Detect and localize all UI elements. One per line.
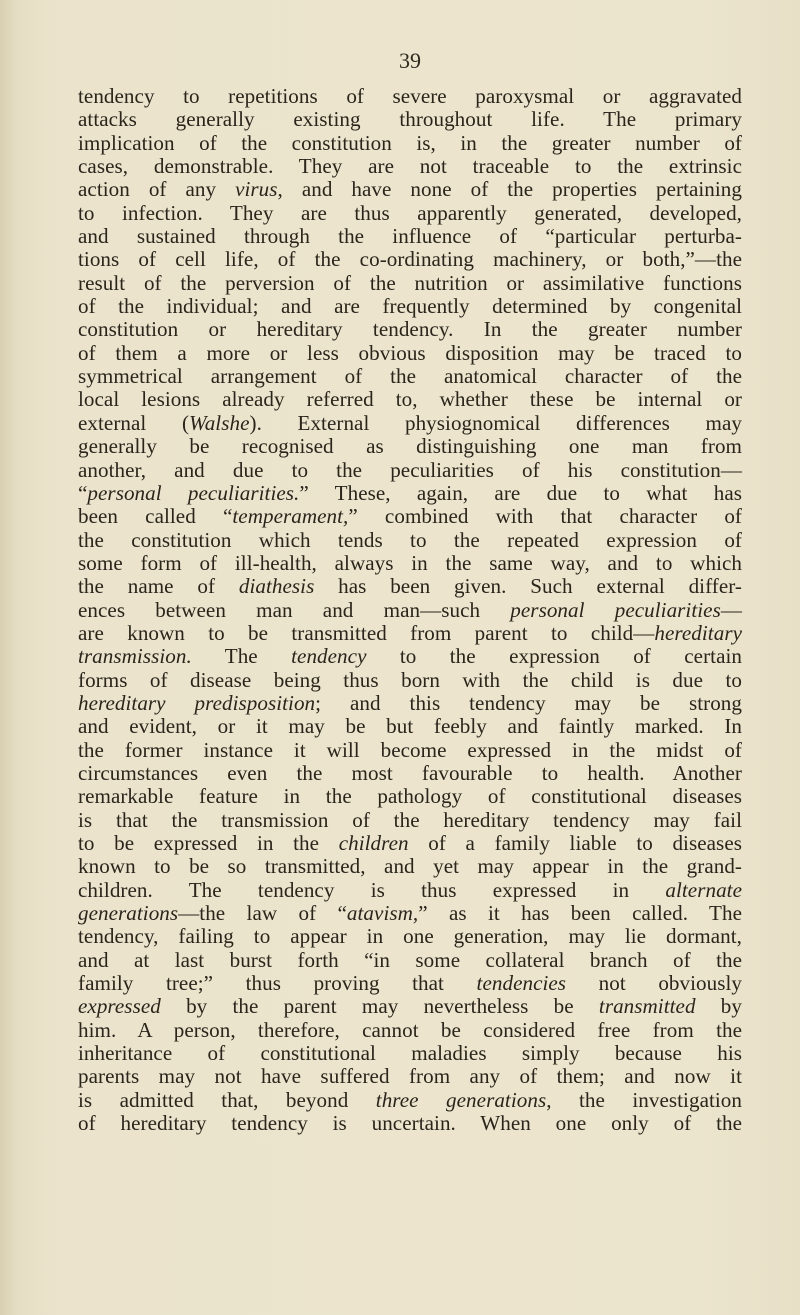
text-line bbox=[78, 108, 742, 131]
text-line bbox=[78, 1065, 742, 1088]
text-run: remarkable feature in the pathology of constitutional diseases bbox=[78, 784, 742, 809]
text-line bbox=[78, 785, 742, 808]
text-line bbox=[78, 949, 742, 972]
text-run: The bbox=[191, 644, 292, 669]
text-run: action of any bbox=[78, 177, 236, 202]
italic-run: hereditary bbox=[654, 620, 742, 645]
text-run: attacks generally existing throughout life. The primary bbox=[78, 107, 742, 132]
text-line bbox=[78, 155, 742, 178]
text-run: children. The tendency is thus expressed in bbox=[78, 877, 666, 902]
text-run: circumstances even the most favourable to health. Another bbox=[78, 760, 742, 785]
text-run: external ( bbox=[78, 410, 190, 435]
text-line bbox=[78, 1019, 742, 1042]
text-line bbox=[78, 85, 742, 108]
text-run: cases, demonstrable. They are not traceable to the extrinsic bbox=[78, 154, 742, 179]
text-line bbox=[78, 248, 742, 271]
text-run: tions of cell life, of the co-ordinating machinery, or both,”—the bbox=[78, 247, 742, 272]
text-run: implication of the constitution is, in the greater number of bbox=[78, 130, 742, 155]
text-run: ). External physiognomical differences may bbox=[249, 410, 742, 435]
text-run: —the law of “ bbox=[178, 901, 347, 926]
text-run: the name of bbox=[78, 574, 239, 599]
text-run: of a family liable to diseases bbox=[408, 831, 742, 855]
text-run: ences between man and man—such bbox=[78, 597, 511, 622]
text-run: been called “ bbox=[78, 504, 233, 529]
text-run: to infection. They are thus apparently generated, developed, bbox=[78, 200, 742, 225]
text-run: by the parent may nevertheless be bbox=[160, 994, 599, 1019]
text-run: him. A person, therefore, cannot be considered free from the bbox=[78, 1017, 742, 1042]
text-run: ” as it has been called. The bbox=[418, 901, 742, 926]
text-run: and sustained through the influence of “particular perturba- bbox=[78, 224, 742, 249]
text-run: is admitted that, beyond bbox=[78, 1087, 376, 1112]
italic-run: personal peculiarities. bbox=[87, 480, 300, 505]
italic-run: expressed bbox=[78, 994, 161, 1019]
text-run: ” combined with that character of bbox=[348, 504, 743, 529]
text-run: , the investigation bbox=[546, 1087, 742, 1112]
text-run: of hereditary tendency is uncertain. When one only of the bbox=[78, 1111, 742, 1136]
text-line bbox=[78, 365, 742, 388]
text-line bbox=[78, 435, 742, 458]
italic-run: alternate bbox=[665, 877, 742, 902]
text-run: generally be recognised as distinguishing one man from bbox=[78, 434, 742, 459]
text-line bbox=[78, 692, 742, 715]
text-run: are known to be transmitted from parent to child— bbox=[78, 620, 655, 645]
italic-run: three generations bbox=[375, 1087, 547, 1112]
text-line bbox=[78, 505, 742, 528]
italic-run: tendency bbox=[291, 644, 367, 669]
text-line bbox=[78, 552, 742, 575]
text-line bbox=[78, 669, 742, 692]
text-run: forms of disease being thus born with the child is due to bbox=[78, 667, 742, 692]
text-run: by bbox=[695, 994, 742, 1019]
text-line bbox=[78, 1089, 742, 1112]
text-run: symmetrical arrangement of the anatomical character of the bbox=[78, 364, 742, 389]
text-run: the constitution which tends to the repeated expression of bbox=[78, 527, 742, 552]
text-line bbox=[78, 762, 742, 785]
text-line bbox=[78, 412, 742, 435]
italic-run: diathesis bbox=[238, 574, 315, 599]
text-run: “ bbox=[78, 480, 88, 505]
text-line bbox=[78, 132, 742, 155]
text-line bbox=[78, 925, 742, 948]
text-line bbox=[78, 809, 742, 832]
text-line bbox=[78, 272, 742, 295]
text-run: has been given. Such external differ- bbox=[314, 574, 742, 599]
text-run: known to be so transmitted, and yet may appear in the grand- bbox=[78, 854, 742, 879]
text-run: tendency, failing to appear in one generation, may lie dormant, bbox=[78, 924, 742, 949]
text-line bbox=[78, 575, 742, 598]
text-run: constitution or hereditary tendency. In the greater number bbox=[78, 317, 742, 342]
text-line bbox=[78, 995, 742, 1018]
text-run: ” These, again, are due to what has bbox=[299, 480, 742, 505]
text-line bbox=[78, 645, 742, 668]
text-run: another, and due to the peculiarities of his constitution— bbox=[78, 457, 742, 482]
text-line bbox=[78, 178, 742, 201]
text-line bbox=[78, 902, 742, 925]
text-run: ; and this tendency may be strong bbox=[315, 690, 742, 715]
text-line bbox=[78, 529, 742, 552]
text-run: is that the transmission of the hereditary tendency may fail bbox=[78, 807, 742, 832]
text-run: result of the perversion of the nutrition or assimilative functions bbox=[78, 270, 742, 295]
italic-run: atavism, bbox=[346, 901, 419, 926]
text-line bbox=[78, 1042, 742, 1065]
text-line bbox=[78, 972, 742, 995]
text-run: the former instance it will become expressed in the midst of bbox=[78, 737, 742, 762]
italic-run: transmission. bbox=[78, 644, 192, 669]
text-line bbox=[78, 482, 742, 505]
page-number: 39 bbox=[399, 48, 421, 73]
italic-run: tendencies bbox=[476, 971, 567, 996]
text-line bbox=[78, 879, 742, 902]
italic-run: children bbox=[338, 831, 409, 855]
text-run: family tree;” thus proving that bbox=[78, 971, 477, 996]
text-run: and at last burst forth “in some collateral branch of the bbox=[78, 947, 742, 972]
text-line bbox=[78, 599, 742, 622]
text-line bbox=[78, 832, 742, 855]
text-line bbox=[78, 295, 742, 318]
text-line bbox=[78, 225, 742, 248]
text-run: inheritance of constitutional maladies simply because his bbox=[78, 1041, 742, 1066]
italic-run: temperament, bbox=[232, 504, 349, 529]
italic-run: transmitted bbox=[598, 994, 696, 1019]
text-run: of the individual; and are frequently determined by congenital bbox=[78, 294, 742, 319]
text-run: to be expressed in the bbox=[78, 831, 339, 855]
italic-run: generations bbox=[78, 901, 179, 926]
text-run: some form of ill-health, always in the same way, and to which bbox=[78, 550, 742, 575]
text-line bbox=[78, 342, 742, 365]
text-line bbox=[78, 388, 742, 411]
text-line bbox=[78, 459, 742, 482]
text-run: of them a more or less obvious disposition may be traced to bbox=[78, 340, 742, 365]
text-run: local lesions already referred to, whether these be internal or bbox=[78, 387, 742, 412]
italic-run: personal peculiarities bbox=[510, 597, 721, 622]
text-line bbox=[78, 855, 742, 878]
text-run: parents may not have suffered from any of them; and now it bbox=[78, 1064, 742, 1089]
text-line bbox=[78, 318, 742, 341]
text-run: tendency to repetitions of severe paroxysmal or aggravated bbox=[78, 84, 742, 108]
text-run: not obviously bbox=[566, 971, 742, 996]
text-line bbox=[78, 202, 742, 225]
text-line bbox=[78, 622, 742, 645]
italic-run: Walshe bbox=[189, 410, 250, 435]
text-run: and evident, or it may be but feebly and faintly marked. In bbox=[78, 714, 742, 739]
body-text bbox=[78, 85, 742, 1135]
text-run: — bbox=[720, 597, 742, 622]
text-run: , and have none of the properties pertaining bbox=[277, 177, 742, 202]
text-line bbox=[78, 739, 742, 762]
text-line bbox=[78, 715, 742, 738]
italic-run: hereditary predisposition bbox=[78, 690, 316, 715]
italic-run: virus bbox=[235, 177, 278, 202]
text-line bbox=[78, 1112, 742, 1135]
text-run: to the expression of certain bbox=[366, 644, 742, 669]
